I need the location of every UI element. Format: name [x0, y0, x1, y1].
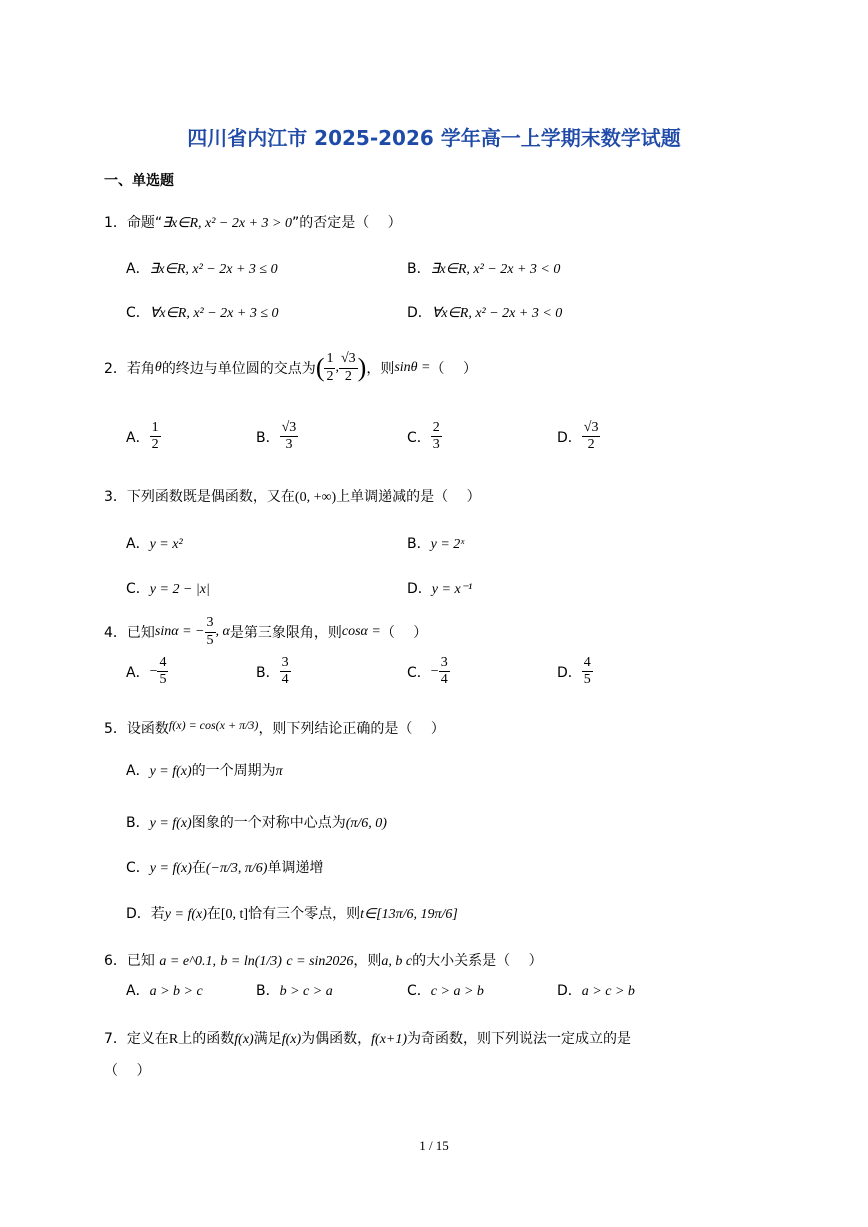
- option-c: [126, 302, 279, 322]
- option-label: C．: [407, 664, 431, 681]
- option-c: [407, 655, 450, 688]
- question-text: 定义在: [126, 1031, 169, 1047]
- math-expression: y = f(x): [149, 861, 192, 876]
- option-label: B．: [256, 429, 280, 446]
- paren-open: (: [315, 353, 325, 382]
- option-text: 若: [150, 906, 165, 922]
- numerator: √3: [339, 351, 358, 368]
- option-label: A．: [126, 536, 150, 552]
- question-text: 设函数: [126, 721, 169, 737]
- option-label: A．: [126, 261, 150, 277]
- option-d: [126, 903, 458, 923]
- option-text: ∀x∈R, x² − 2x + 3 < 0: [431, 306, 563, 321]
- option-label: D．: [407, 305, 432, 321]
- question-text: 的大小关系是（ ）: [412, 953, 543, 969]
- comma: ,: [335, 360, 339, 375]
- question-number: 3．: [104, 489, 127, 505]
- option-label: A．: [126, 983, 150, 999]
- question-2: [104, 344, 477, 392]
- option-c: [407, 420, 442, 453]
- option-label: C．: [126, 305, 150, 321]
- question-text: 上单调递减的是（ ）: [336, 489, 481, 505]
- question-text: 为奇函数，则下列说法一定成立的是: [407, 1031, 632, 1047]
- question-7: [104, 1028, 631, 1048]
- question-text: 是第三象限角，则: [229, 625, 342, 641]
- option-d: [557, 980, 635, 1000]
- question-text: 已知: [126, 625, 155, 641]
- denominator: 2: [587, 437, 595, 453]
- option-label: B．: [126, 815, 150, 831]
- option-b: [256, 980, 333, 1000]
- fraction: [582, 655, 593, 688]
- math-expression: f(x) = cos(x + π/3): [168, 718, 259, 732]
- numerator: 4: [157, 655, 168, 672]
- option-a: [126, 533, 183, 553]
- fraction: [431, 420, 442, 453]
- option-b: [126, 812, 387, 832]
- math-expression: sinθ =: [394, 360, 431, 375]
- option-a: [126, 258, 278, 278]
- math-expression: π: [275, 764, 283, 779]
- question-number: 4．: [104, 625, 127, 641]
- question-text: 命题“: [126, 215, 163, 231]
- question-4: [104, 612, 427, 652]
- math-expression: [0, t]: [220, 907, 249, 922]
- math-expression: t∈[13π/6, 19π/6]: [360, 907, 458, 922]
- option-label: D．: [557, 983, 582, 999]
- math-expression: f(x+1): [371, 1032, 408, 1047]
- option-a: [126, 655, 168, 688]
- math-expression: cosα =: [341, 624, 381, 639]
- option-label: B．: [407, 261, 431, 277]
- option-b: [407, 258, 560, 278]
- option-text: 在: [206, 906, 221, 922]
- question-text: 为偶函数，: [301, 1031, 372, 1047]
- option-label: D．: [557, 664, 582, 681]
- option-d: [557, 420, 600, 453]
- question-text: 若角: [126, 361, 155, 377]
- denominator: 3: [285, 437, 293, 453]
- math-expression: θ: [154, 360, 162, 375]
- option-text: 单调递增: [267, 860, 324, 876]
- fraction: [439, 655, 450, 688]
- option-text: a > c > b: [581, 984, 635, 999]
- numerator: √3: [280, 420, 299, 437]
- math-expression: f(x): [281, 1032, 302, 1047]
- math-expression: c = sin2026: [286, 954, 354, 969]
- numerator: 1: [150, 420, 161, 437]
- question-number: 1．: [104, 215, 127, 231]
- fraction: [339, 351, 358, 384]
- question-number: 7．: [104, 1031, 127, 1047]
- option-a: [126, 760, 283, 780]
- option-text: ∀x∈R, x² − 2x + 3 ≤ 0: [149, 306, 279, 321]
- question-text: ，则: [366, 361, 395, 377]
- numerator: 3: [439, 655, 450, 672]
- fraction: [157, 655, 168, 688]
- option-label: C．: [126, 581, 150, 597]
- denominator: 2: [344, 368, 352, 384]
- question-3: [104, 486, 481, 506]
- option-c: [126, 578, 210, 598]
- option-text: ∃x∈R, x² − 2x + 3 ≤ 0: [149, 262, 278, 277]
- page-title: 四川省内江市 2025-2026 学年高一上学期末数学试题: [187, 126, 681, 150]
- option-d: [557, 655, 593, 688]
- option-text: b > c > a: [279, 984, 333, 999]
- question-text: ”的否定是（ ）: [291, 215, 402, 231]
- fraction: [280, 655, 291, 688]
- denominator: 5: [583, 672, 591, 688]
- option-label: B．: [256, 983, 280, 999]
- option-b: [407, 533, 464, 553]
- sign: −: [430, 663, 439, 679]
- paren-close: ): [357, 353, 367, 382]
- numerator: 4: [582, 655, 593, 672]
- option-label: B．: [256, 664, 280, 681]
- fraction: [324, 351, 335, 384]
- option-text: ∃x∈R, x² − 2x + 3 < 0: [430, 262, 561, 277]
- option-b: [256, 655, 291, 688]
- denominator: 5: [206, 632, 214, 648]
- option-a: [126, 420, 161, 453]
- option-label: D．: [126, 906, 151, 922]
- math-expression: y = f(x): [149, 816, 192, 831]
- fraction: [582, 420, 601, 453]
- option-text: y = 2ˣ: [430, 537, 465, 552]
- option-label: D．: [407, 581, 432, 597]
- denominator: 5: [159, 672, 167, 688]
- math-expression: y = f(x): [149, 764, 192, 779]
- question-text: 的终边与单位圆的交点为: [161, 361, 316, 377]
- denominator: 2: [326, 368, 334, 384]
- math-expression: (−π/3, π/6): [205, 861, 268, 876]
- option-text: a > b > c: [149, 984, 203, 999]
- fraction: [280, 420, 299, 453]
- question-text: ，则下列结论正确的是（ ）: [258, 721, 445, 737]
- option-c: [407, 980, 484, 1000]
- option-text: y = 2 − |x|: [149, 582, 210, 597]
- option-d: [407, 302, 562, 322]
- question-number: 2．: [104, 361, 127, 377]
- option-text: 图象的一个对称中心点为: [191, 815, 346, 831]
- denominator: 4: [281, 672, 289, 688]
- option-label: C．: [407, 983, 431, 999]
- page-number: 1 / 15: [419, 1138, 449, 1153]
- denominator: 2: [151, 437, 159, 453]
- question-text: 满足: [253, 1031, 282, 1047]
- option-label: B．: [407, 536, 431, 552]
- section-heading: 一、单选题: [104, 173, 174, 189]
- question-text: 上的函数: [178, 1031, 235, 1047]
- question-text: 已知: [126, 953, 155, 969]
- denominator: 4: [440, 672, 448, 688]
- math-expression: a = e^0.1,: [159, 954, 216, 969]
- option-text: c > a > b: [430, 984, 484, 999]
- math-expression: y = f(x): [164, 907, 207, 922]
- numerator: 3: [280, 655, 291, 672]
- question-text: 下列函数既是偶函数，又在: [126, 489, 295, 505]
- option-b: [256, 420, 298, 453]
- question-number: 5．: [104, 721, 127, 737]
- numerator: √3: [582, 420, 601, 437]
- option-label: C．: [126, 860, 150, 876]
- question-1: [104, 212, 402, 232]
- numerator: 2: [431, 420, 442, 437]
- option-label: C．: [407, 429, 431, 446]
- option-a: [126, 980, 203, 1000]
- math-expression: sinα = −: [154, 624, 205, 639]
- question-5: [104, 718, 445, 738]
- option-text: y = x²: [149, 537, 183, 552]
- denominator: 3: [432, 437, 440, 453]
- option-c: [126, 857, 323, 877]
- math-expression: (0, +∞): [294, 490, 337, 505]
- option-label: A．: [126, 763, 150, 779]
- question-6: [104, 950, 543, 970]
- option-label: A．: [126, 664, 150, 681]
- option-text: 的一个周期为: [191, 763, 276, 779]
- option-d: [407, 578, 472, 598]
- math-expression: b = ln(1/3): [220, 954, 282, 969]
- math-expression: ∃x∈R, x² − 2x + 3 > 0: [162, 216, 292, 231]
- option-text: 恰有三个零点，则: [248, 906, 361, 922]
- option-label: D．: [557, 429, 582, 446]
- question-text: （ ）: [430, 361, 477, 377]
- option-label: A．: [126, 429, 150, 446]
- math-expression: R: [168, 1032, 179, 1047]
- math-expression: , α: [215, 624, 230, 639]
- math-expression: a, b c: [381, 954, 413, 969]
- question-text: （ ）: [104, 1063, 151, 1079]
- option-text: y = x⁻¹: [431, 582, 473, 597]
- math-expression: (π/6, 0): [345, 816, 387, 831]
- question-text: ，则: [353, 953, 382, 969]
- option-text: 在: [191, 860, 206, 876]
- question-number: 6．: [104, 953, 127, 969]
- sign: −: [149, 663, 158, 679]
- fraction: [150, 420, 161, 453]
- fraction: [205, 615, 216, 648]
- question-7-continuation: [104, 1060, 150, 1080]
- numerator: 3: [205, 615, 216, 632]
- question-text: （ ）: [380, 625, 428, 641]
- numerator: 1: [324, 351, 335, 368]
- math-expression: f(x): [234, 1032, 254, 1047]
